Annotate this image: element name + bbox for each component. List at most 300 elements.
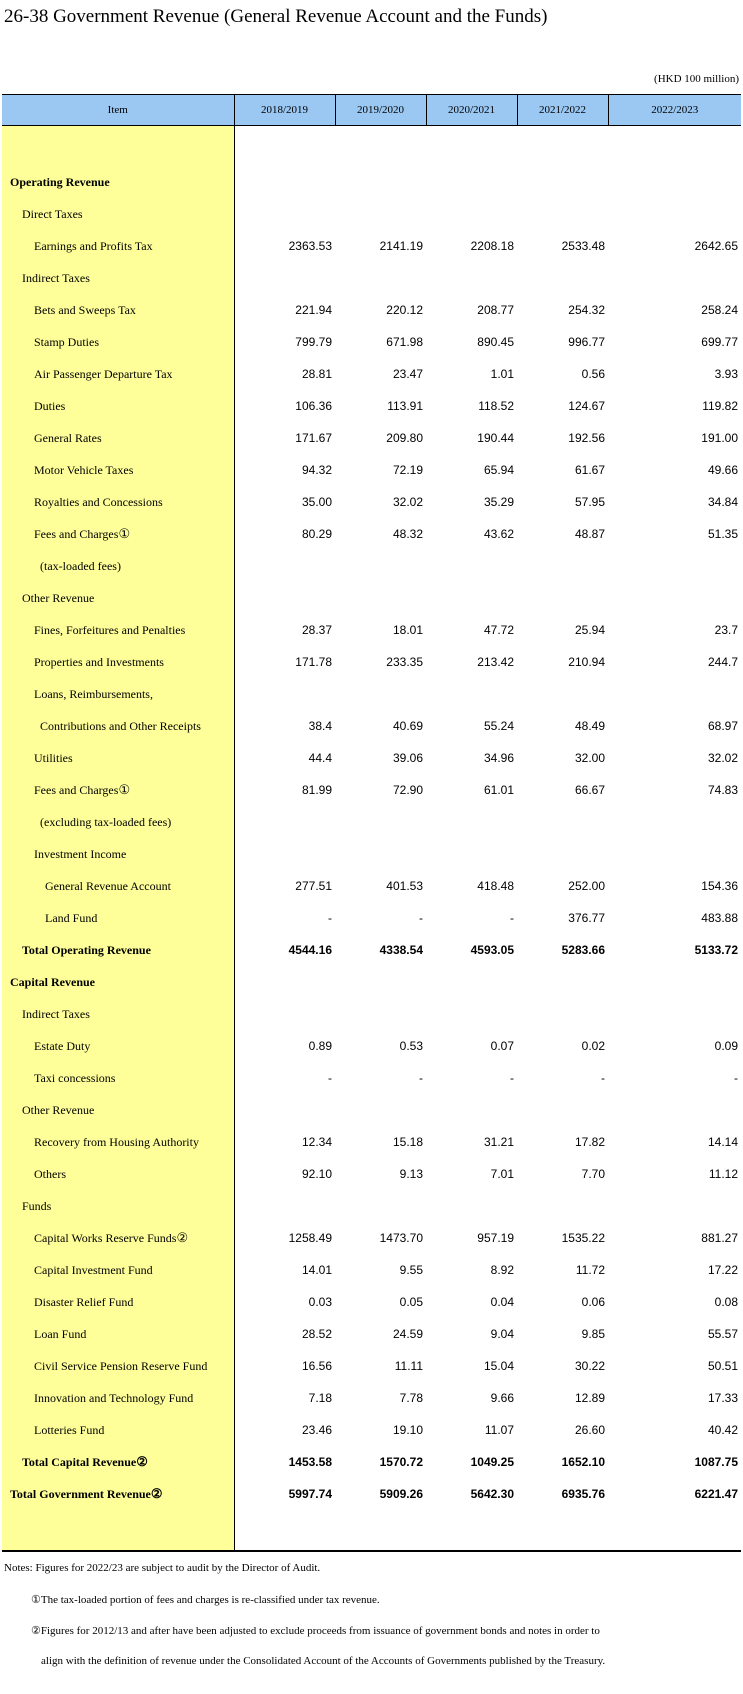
value-cell: 17.82 (574, 1135, 605, 1149)
table-row (2, 230, 741, 262)
value-cell (426, 1094, 517, 1126)
value-cell: 154.36 (701, 879, 738, 893)
value-cell: 81.99 (301, 783, 332, 797)
value-cell (335, 838, 426, 870)
row-label-text: Properties and Investments (34, 654, 164, 669)
value-cell: 23.46 (301, 1423, 332, 1437)
value-cell: 34.96 (483, 751, 514, 765)
note-main: Notes: Figures for 2022/23 are subject to audit by the Director of Audit. (4, 1562, 321, 1574)
header-year: 2022/2023 (608, 95, 741, 126)
table-row (2, 1222, 741, 1254)
note-1: ①The tax-loaded portion of fees and charges is re-classified under tax revenue. (31, 1594, 380, 1606)
table-row (2, 294, 741, 326)
value-cell: 11.07 (484, 1423, 514, 1437)
value-cell: - (601, 1071, 605, 1085)
value-cell: 254.32 (568, 303, 605, 317)
value-cell: 3.93 (714, 367, 738, 381)
table-row (2, 1094, 741, 1126)
table-row (2, 1318, 741, 1350)
table-header-row (2, 95, 741, 126)
value-cell: 55.24 (483, 719, 514, 733)
value-cell: 799.79 (295, 335, 332, 349)
row-label-text: Civil Service Pension Reserve Fund (34, 1358, 208, 1373)
row-label (2, 390, 234, 422)
row-label (2, 1062, 234, 1094)
value-cell: 1473.70 (379, 1231, 423, 1245)
value-cell: 0.09 (714, 1039, 738, 1053)
row-label (2, 710, 234, 742)
row-label-text: Loan Fund (34, 1326, 87, 1341)
value-cell (234, 166, 335, 198)
row-label (2, 1094, 234, 1126)
row-label (2, 1414, 234, 1446)
row-label-text: (excluding tax-loaded fees) (40, 814, 172, 829)
table-row (2, 806, 741, 838)
value-cell (608, 838, 741, 870)
value-cell: 4338.54 (379, 943, 423, 957)
value-cell: 220.12 (386, 303, 423, 317)
table-row (2, 678, 741, 710)
value-cell: 1652.10 (561, 1455, 605, 1469)
value-cell: 191.00 (701, 431, 738, 445)
value-cell: 48.32 (392, 527, 423, 541)
value-cell: 80.29 (301, 527, 332, 541)
value-cell: 50.51 (707, 1359, 738, 1373)
row-label (2, 1350, 234, 1382)
value-cell: 12.34 (301, 1135, 332, 1149)
row-label-text: Disaster Relief Fund (34, 1294, 134, 1309)
value-cell: 92.10 (301, 1167, 332, 1181)
value-cell (426, 1190, 517, 1222)
row-label-text: (tax-loaded fees) (40, 558, 121, 573)
value-cell (426, 678, 517, 710)
table-row (2, 1446, 741, 1478)
value-cell (608, 582, 741, 614)
row-label (2, 902, 234, 934)
value-cell: 44.4 (308, 751, 332, 765)
value-cell (234, 1094, 335, 1126)
value-cell: 5909.26 (379, 1487, 423, 1501)
value-cell (234, 1190, 335, 1222)
row-label-text: Others (34, 1166, 66, 1181)
header-year: 2020/2021 (426, 95, 517, 126)
table-row (2, 1126, 741, 1158)
row-label-text: Investment Income (34, 846, 127, 861)
value-cell (608, 1190, 741, 1222)
row-label (2, 998, 234, 1030)
value-cell: 5283.66 (561, 943, 605, 957)
row-label (2, 678, 234, 710)
table-row (2, 582, 741, 614)
value-cell: 213.42 (477, 655, 514, 669)
row-label-text: Total Government Revenue (10, 1487, 151, 1501)
value-cell: 0.03 (308, 1295, 332, 1309)
row-label (2, 806, 234, 838)
row-label (2, 1446, 234, 1478)
value-cell: 0.04 (490, 1295, 514, 1309)
row-label (2, 486, 234, 518)
table-row (2, 486, 741, 518)
value-cell: 0.56 (581, 367, 605, 381)
row-label-text: Total Capital Revenue (22, 1455, 137, 1469)
value-cell: 9.66 (490, 1391, 514, 1405)
row-label (2, 742, 234, 774)
value-cell: 6935.76 (561, 1487, 605, 1501)
value-cell (234, 582, 335, 614)
value-cell: 35.29 (483, 495, 514, 509)
value-cell: - (510, 1071, 514, 1085)
value-cell: 28.81 (301, 367, 332, 381)
table-row (2, 1254, 741, 1286)
note-2: ②Figures for 2012/13 and after have been adjusted to exclude proceeds from issuance of government bonds and notes in order to (31, 1625, 600, 1637)
value-cell: 11.72 (575, 1263, 605, 1277)
value-cell (426, 838, 517, 870)
value-cell: 11.11 (394, 1359, 423, 1373)
table-row (2, 262, 741, 294)
table-row (2, 870, 741, 902)
value-cell: 47.72 (483, 623, 514, 637)
header-item: Item (2, 95, 234, 126)
value-cell: 0.08 (714, 1295, 738, 1309)
value-cell: 277.51 (295, 879, 332, 893)
note-2-continued: align with the definition of revenue under the Consolidated Account of the Accounts of Governments published by the Treasury. (41, 1655, 606, 1667)
value-cell: 11.12 (708, 1167, 738, 1181)
row-label-text: Funds (22, 1198, 52, 1213)
row-label-text: Innovation and Technology Fund (34, 1390, 194, 1405)
value-cell (335, 198, 426, 230)
value-cell: 72.19 (392, 463, 423, 477)
value-cell (608, 262, 741, 294)
row-label-text: Other Revenue (22, 1102, 95, 1117)
value-cell: - (419, 911, 423, 925)
table-row (2, 1190, 741, 1222)
table-row (2, 1350, 741, 1382)
value-cell: 9.55 (399, 1263, 423, 1277)
footnote-marker: ② (136, 1454, 148, 1469)
value-cell: 113.91 (387, 399, 423, 413)
value-cell: 14.14 (707, 1135, 738, 1149)
value-cell (517, 806, 608, 838)
value-cell: 2533.48 (561, 239, 605, 253)
value-cell: - (734, 1071, 738, 1085)
value-cell (234, 966, 335, 998)
row-label (2, 1254, 234, 1286)
value-cell (517, 1094, 608, 1126)
table-row (2, 1030, 741, 1062)
value-cell: 61.01 (483, 783, 514, 797)
value-cell: - (328, 911, 332, 925)
value-cell (234, 262, 335, 294)
row-label-text: Contributions and Other Receipts (40, 718, 201, 733)
row-label (2, 1222, 234, 1254)
table-row (2, 998, 741, 1030)
row-label-text: Capital Revenue (10, 974, 95, 989)
row-label (2, 646, 234, 678)
row-label-text: Land Fund (45, 910, 98, 925)
value-cell: 26.60 (574, 1423, 605, 1437)
row-label-text: Taxi concessions (34, 1070, 116, 1085)
value-cell (608, 678, 741, 710)
row-label-text: Stamp Duties (34, 334, 99, 349)
value-cell: 28.37 (301, 623, 332, 637)
value-cell: 9.13 (399, 1167, 423, 1181)
row-label-text: Indirect Taxes (22, 270, 90, 285)
value-cell: 1570.72 (379, 1455, 423, 1469)
value-cell: 32.02 (392, 495, 423, 509)
value-cell: 48.49 (574, 719, 605, 733)
row-label (2, 1190, 234, 1222)
value-cell: 12.89 (574, 1391, 605, 1405)
value-cell (234, 838, 335, 870)
value-cell: 1.01 (490, 367, 514, 381)
value-cell (517, 550, 608, 582)
table-row (2, 326, 741, 358)
value-cell: 671.98 (386, 335, 423, 349)
value-cell (517, 262, 608, 294)
value-cell: 49.66 (707, 463, 738, 477)
value-cell (517, 838, 608, 870)
value-cell: 7.01 (490, 1167, 514, 1181)
value-cell: 39.06 (392, 751, 423, 765)
value-cell: 38.4 (308, 719, 332, 733)
row-label-text: Loans, Reimbursements, (34, 686, 153, 701)
value-cell: - (419, 1071, 423, 1085)
table-row (2, 710, 741, 742)
row-label (2, 1286, 234, 1318)
value-cell (234, 198, 335, 230)
value-cell (335, 806, 426, 838)
row-label (2, 1382, 234, 1414)
value-cell: 15.04 (483, 1359, 514, 1373)
value-cell: 1535.22 (561, 1231, 605, 1245)
value-cell (608, 166, 741, 198)
table-row (2, 1062, 741, 1094)
row-label-text: Motor Vehicle Taxes (34, 462, 134, 477)
value-cell: 6221.47 (694, 1487, 738, 1501)
value-cell: 0.53 (399, 1039, 423, 1053)
value-cell: 0.05 (399, 1295, 423, 1309)
value-cell: 17.33 (707, 1391, 738, 1405)
value-cell (517, 1190, 608, 1222)
row-label-text: Indirect Taxes (22, 1006, 90, 1021)
value-cell: 34.84 (707, 495, 738, 509)
value-cell: 28.52 (301, 1327, 332, 1341)
row-label-text: Earnings and Profits Tax (34, 238, 153, 253)
table-row (2, 198, 741, 230)
row-label-text: Capital Investment Fund (34, 1262, 153, 1277)
value-cell: 9.04 (490, 1327, 514, 1341)
value-cell (608, 966, 741, 998)
value-cell: 2363.53 (288, 239, 332, 253)
value-cell (517, 998, 608, 1030)
row-label (2, 454, 234, 486)
row-label-text: Recovery from Housing Authority (34, 1134, 199, 1149)
value-cell (426, 966, 517, 998)
value-cell: 23.47 (392, 367, 423, 381)
row-label (2, 1478, 234, 1510)
row-label-text: Operating Revenue (10, 174, 110, 189)
spacer-row (2, 1510, 741, 1551)
value-cell: 209.80 (386, 431, 423, 445)
table-row (2, 422, 741, 454)
row-label (2, 1030, 234, 1062)
value-cell: 61.67 (574, 463, 605, 477)
value-cell (608, 806, 741, 838)
value-cell: 106.36 (295, 399, 332, 413)
value-cell (335, 262, 426, 294)
table-row (2, 966, 741, 998)
value-cell (517, 966, 608, 998)
value-cell: 890.45 (477, 335, 514, 349)
row-label (2, 230, 234, 262)
value-cell (335, 550, 426, 582)
value-cell (426, 198, 517, 230)
table-row (2, 934, 741, 966)
value-cell: 74.83 (707, 783, 738, 797)
spacer-row (2, 126, 741, 167)
value-cell: 0.02 (581, 1039, 605, 1053)
value-cell: 5642.30 (470, 1487, 514, 1501)
row-label-text: Estate Duty (34, 1038, 91, 1053)
row-label-text: Total Operating Revenue (22, 942, 151, 957)
table-row (2, 1158, 741, 1190)
table-row (2, 902, 741, 934)
value-cell (608, 1094, 741, 1126)
page-title: 26-38 Government Revenue (General Revenue Account and the Funds) (4, 6, 548, 27)
value-cell (517, 582, 608, 614)
table-row (2, 166, 741, 198)
row-label (2, 262, 234, 294)
value-cell: 14.01 (301, 1263, 332, 1277)
value-cell: 124.67 (568, 399, 605, 413)
value-cell: 72.90 (392, 783, 423, 797)
value-cell: 244.7 (707, 655, 738, 669)
value-cell: 40.42 (707, 1423, 738, 1437)
row-label-text: Utilities (34, 750, 73, 765)
value-cell: 2642.65 (694, 239, 738, 253)
value-cell: 7.70 (581, 1167, 605, 1181)
value-cell: 30.22 (574, 1359, 605, 1373)
value-cell (234, 806, 335, 838)
row-label-text: Direct Taxes (22, 206, 83, 221)
value-cell: 957.19 (477, 1231, 514, 1245)
header-year: 2019/2020 (335, 95, 426, 126)
row-label (2, 166, 234, 198)
value-cell: 171.78 (295, 655, 332, 669)
row-label-text: Bets and Sweeps Tax (34, 302, 136, 317)
value-cell: 25.94 (574, 623, 605, 637)
value-cell: 190.44 (477, 431, 514, 445)
value-cell: 19.10 (392, 1423, 423, 1437)
value-cell: 0.07 (490, 1039, 514, 1053)
row-label-text: Air Passenger Departure Tax (34, 366, 173, 381)
value-cell: 0.89 (308, 1039, 332, 1053)
value-cell (608, 550, 741, 582)
footnote-marker: ② (176, 1230, 189, 1245)
value-cell: 18.01 (392, 623, 423, 637)
row-label (2, 1126, 234, 1158)
table-row (2, 454, 741, 486)
row-label (2, 550, 234, 582)
row-label (2, 1158, 234, 1190)
value-cell: 418.48 (477, 879, 514, 893)
header-year: 2021/2022 (517, 95, 608, 126)
row-label (2, 422, 234, 454)
row-label-text: General Revenue Account (45, 878, 171, 893)
value-cell (426, 166, 517, 198)
value-cell: 35.00 (301, 495, 332, 509)
value-cell (426, 998, 517, 1030)
value-cell: 68.97 (707, 719, 738, 733)
value-cell (234, 678, 335, 710)
table-row (2, 774, 741, 806)
table-row (2, 550, 741, 582)
value-cell: 17.22 (707, 1263, 738, 1277)
row-label (2, 358, 234, 390)
value-cell: 94.32 (301, 463, 332, 477)
value-cell: 1258.49 (288, 1231, 332, 1245)
table-row (2, 390, 741, 422)
value-cell: 258.24 (701, 303, 738, 317)
row-label (2, 518, 234, 550)
row-label (2, 774, 234, 806)
table-row (2, 1286, 741, 1318)
row-label (2, 838, 234, 870)
value-cell: 171.67 (295, 431, 332, 445)
value-cell: 210.94 (568, 655, 605, 669)
header-year: 2018/2019 (234, 95, 335, 126)
row-label (2, 870, 234, 902)
row-label-text: Fees and Charges (34, 527, 119, 541)
value-cell: - (510, 911, 514, 925)
value-cell: 252.00 (568, 879, 605, 893)
value-cell: 483.88 (701, 911, 738, 925)
value-cell: 401.53 (386, 879, 423, 893)
table-row (2, 742, 741, 774)
value-cell: 66.67 (574, 783, 605, 797)
row-label-text: General Rates (34, 430, 102, 445)
value-cell (335, 582, 426, 614)
value-cell (335, 1094, 426, 1126)
value-cell: 32.02 (707, 751, 738, 765)
value-cell: 9.85 (581, 1327, 605, 1341)
value-cell: 233.35 (386, 655, 423, 669)
value-cell: 881.27 (701, 1231, 738, 1245)
value-cell: 57.95 (574, 495, 605, 509)
value-cell (335, 966, 426, 998)
value-cell (335, 678, 426, 710)
value-cell: 208.77 (477, 303, 514, 317)
value-cell: 24.59 (392, 1327, 423, 1341)
value-cell (335, 166, 426, 198)
value-cell: 0.06 (581, 1295, 605, 1309)
row-label (2, 966, 234, 998)
row-label (2, 198, 234, 230)
value-cell: 65.94 (483, 463, 514, 477)
value-cell: 118.52 (478, 399, 514, 413)
row-label-text: Royalties and Concessions (34, 494, 163, 509)
value-cell: 5997.74 (288, 1487, 332, 1501)
value-cell: 1087.75 (694, 1455, 738, 1469)
value-cell: 376.77 (568, 911, 605, 925)
table-row (2, 1414, 741, 1446)
table-row (2, 358, 741, 390)
row-label-text: Capital Works Reserve Funds (34, 1231, 177, 1245)
value-cell (426, 582, 517, 614)
row-label-text: Duties (34, 398, 66, 413)
value-cell: 1049.25 (470, 1455, 514, 1469)
value-cell: 119.82 (702, 399, 738, 413)
